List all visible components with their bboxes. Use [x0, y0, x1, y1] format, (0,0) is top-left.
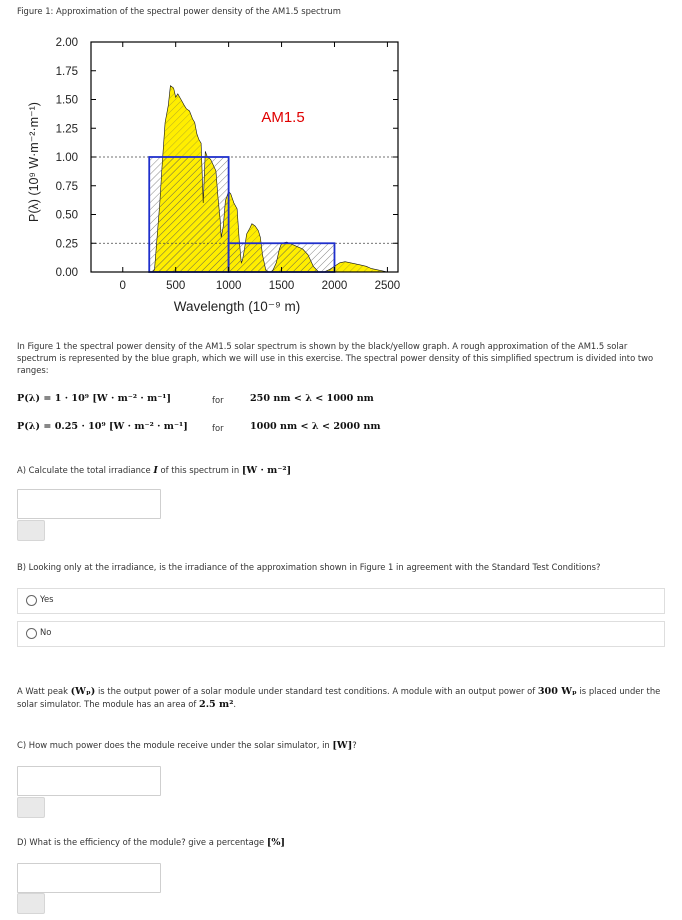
range-for-2: for [212, 423, 224, 433]
answer-d-input[interactable] [17, 863, 161, 893]
range-interval-1: 250 nm < λ < 1000 nm [250, 393, 374, 404]
watt-peak-text-2: is the output power of a solar module under standard test conditions. A module with an output power of [97, 686, 536, 696]
approximation-box-0 [149, 157, 228, 272]
x-tick-label: 1000 [215, 280, 242, 292]
watt-peak-symbol: (Wₚ) [70, 686, 96, 697]
intro-text: In Figure 1 the spectral power density of the AM1.5 solar spectrum is shown by the black/yellow graph. A rough approximation of the AM1.5 solar spectrum is represented by the blue graph, which we will use in this exercise. The spectral power density of this simplified spectrum is divided into two ranges: [17, 341, 654, 375]
y-tick-label: 1.50 [55, 94, 78, 107]
check-d-button[interactable] [17, 893, 45, 914]
range-formula-2: P(λ) = 0.25 · 10⁹ [W · m⁻² · m⁻¹] [17, 421, 188, 432]
radio-yes[interactable] [26, 595, 37, 606]
y-tick-label: 0.50 [55, 209, 78, 222]
question-c-unit: [W] [332, 740, 353, 751]
y-tick-label: 1.00 [55, 152, 78, 164]
watt-peak-text-1: A Watt peak [17, 686, 68, 696]
option-no-row[interactable] [17, 621, 665, 647]
x-axis-label: Wavelength (10⁻⁹ m) [173, 299, 301, 314]
answer-a-input[interactable] [17, 489, 161, 519]
watt-peak-text-3: is placed under the solar simulator. The module has an area of [17, 686, 661, 709]
x-tick-label: 1500 [268, 280, 295, 292]
option-yes-label: Yes [40, 594, 54, 604]
figure-caption: Figure 1: Approximation of the spectral power density of the AM1.5 spectrum [17, 6, 341, 16]
option-yes-row[interactable] [17, 588, 665, 614]
question-a-symbol: I [153, 465, 158, 476]
x-tick-label: 0 [119, 280, 126, 292]
range-interval-2: 1000 nm < λ < 2000 nm [250, 421, 381, 432]
x-tick-label: 500 [166, 280, 186, 292]
question-b: B) Looking only at the irradiance, is the irradiance of the approximation shown in Figure 1 in agreement with the Standard Test Conditions? [17, 562, 601, 572]
y-tick-label: 0.25 [55, 238, 78, 251]
question-a-unit: [W · m⁻²] [241, 465, 292, 476]
y-tick-label: 0.00 [55, 267, 78, 279]
watt-peak-value: 300 Wₚ [537, 686, 577, 697]
check-c-button[interactable] [17, 797, 45, 818]
y-tick-label: 2.00 [55, 37, 78, 49]
question-d-unit: [%] [266, 837, 286, 848]
question-c-end: ? [352, 740, 357, 750]
answer-c-input[interactable] [17, 766, 161, 796]
y-tick-label: 1.25 [55, 123, 78, 136]
x-tick-label: 2000 [321, 280, 348, 292]
question-c-text: C) How much power does the module receive under the solar simulator, in [17, 740, 330, 750]
question-d-text: D) What is the efficiency of the module? give a percentage [17, 837, 265, 847]
question-a-text: A) Calculate the total irradiance [17, 465, 151, 475]
question-c [17, 740, 357, 751]
spectrum-chart [0, 20, 682, 320]
question-a [17, 465, 291, 476]
question-a-suffix: of this spectrum in [160, 465, 240, 475]
range-for-1: for [212, 395, 224, 405]
question-d [17, 837, 285, 848]
x-tick-label: 2500 [374, 280, 401, 292]
chart-annotation: AM1.5 [261, 109, 305, 126]
range-formula-1: P(λ) = 1 · 10⁹ [W · m⁻² · m⁻¹] [17, 393, 172, 404]
watt-peak-area: 2.5 m² [199, 699, 234, 710]
y-axis-label: P(λ) (10⁹ W·m⁻²·m⁻¹) [27, 102, 41, 222]
watt-peak-text: A Watt peak (Wₚ) is the output power of a solar module under standard test conditions. A module with an output power of 300 Wₚ is placed under the solar simulator. The module has an area of 2.5 m². [17, 686, 661, 710]
radio-no[interactable] [26, 628, 37, 639]
option-no-label: No [40, 627, 52, 637]
y-tick-label: 1.75 [55, 65, 78, 78]
check-a-button[interactable] [17, 520, 45, 541]
y-tick-label: 0.75 [55, 180, 78, 193]
